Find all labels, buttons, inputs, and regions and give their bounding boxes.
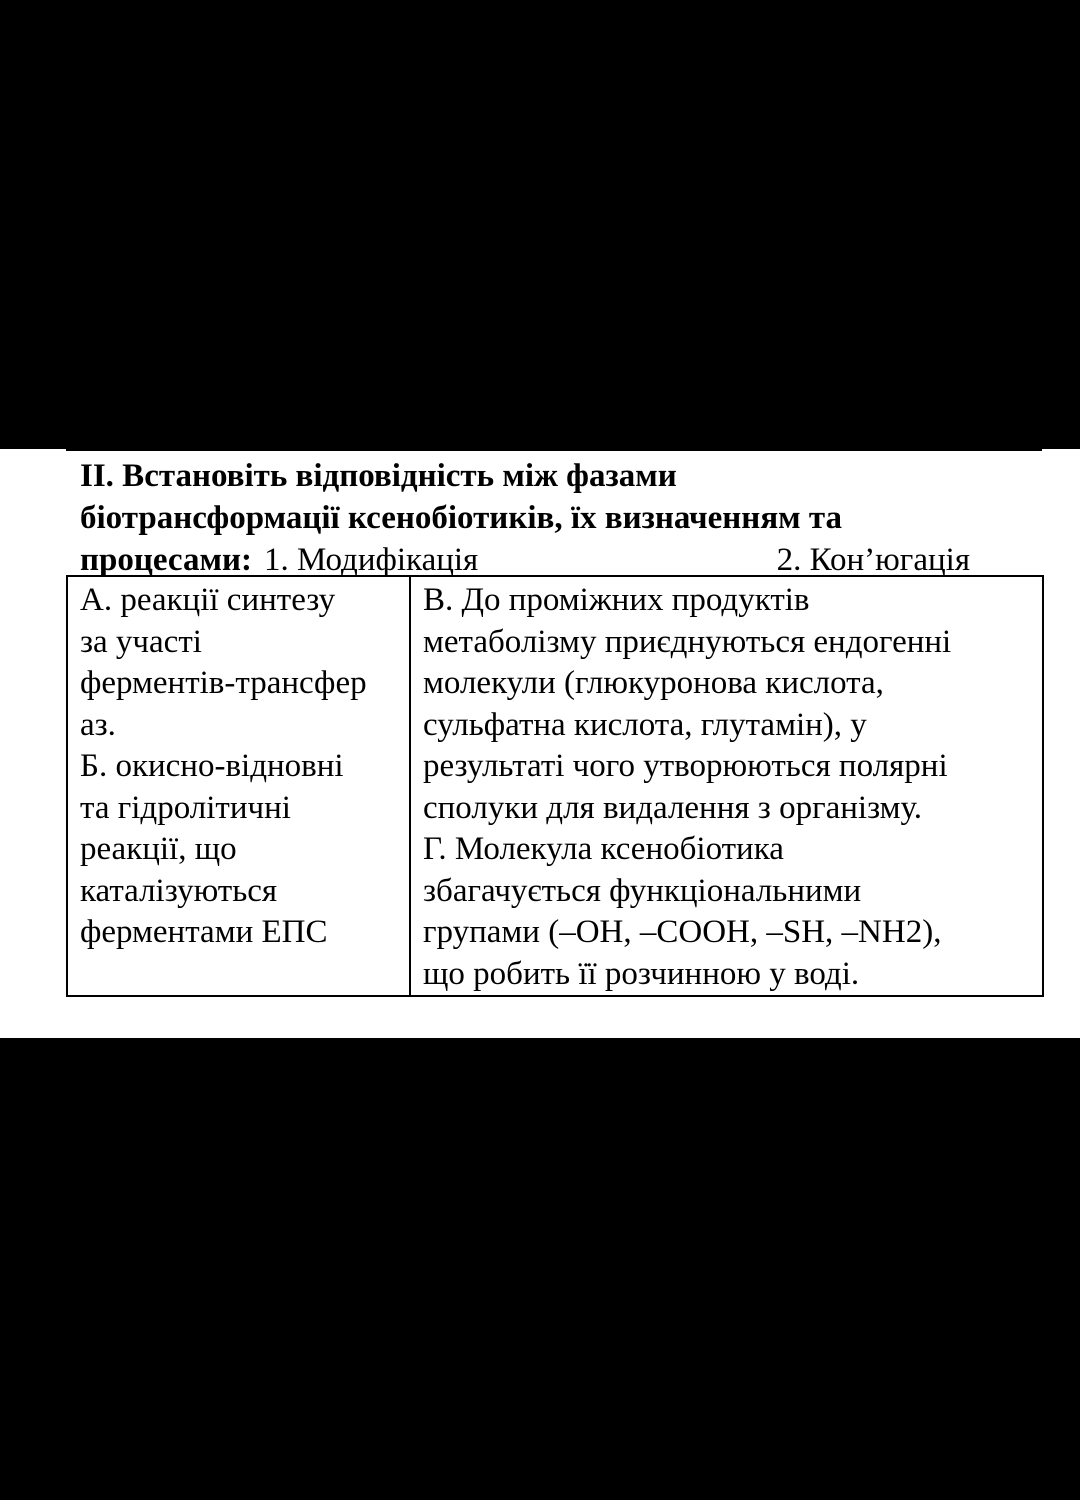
table-line: аз. <box>80 706 116 743</box>
heading-line: процесами: <box>80 542 252 578</box>
table-line: молекули (глюкуронова кислота, <box>423 665 884 701</box>
table-line: каталізуються <box>80 872 278 909</box>
table-line: Б. окисно-відновні <box>80 748 344 784</box>
heading-line: II. Встановіть відповідність між фазами <box>80 458 677 494</box>
left-column-cell <box>67 576 410 996</box>
table-line: ферментами ЕПС <box>80 914 328 950</box>
document-image <box>0 449 1080 1038</box>
table-line: сполуки для видалення з організму. <box>423 789 922 826</box>
table-line: Г. Молекула ксенобіотика <box>423 831 784 867</box>
task-heading <box>80 455 1040 581</box>
table-line: ферментів-трансфер <box>80 665 367 701</box>
table-line: метаболізму приєднуються ендогенні <box>423 623 952 660</box>
phase-2-label: 2. Кон’югація <box>776 542 970 578</box>
table-line: що робить її розчинною у воді. <box>423 955 860 992</box>
phase-1-label: 1. Модифікація <box>263 542 479 578</box>
table-line: збагачується функціональними <box>423 872 862 909</box>
table-line: реакції, що <box>80 831 237 867</box>
table-line: за участі <box>80 623 202 660</box>
table-line: результаті чого утворюються полярні <box>423 748 948 784</box>
table-line: В. До проміжних продуктів <box>423 582 810 618</box>
table-line: сульфатна кислота, глутамін), у <box>423 706 867 743</box>
top-rule <box>66 449 1042 451</box>
matching-table <box>66 575 1044 997</box>
right-column-cell <box>410 576 1043 996</box>
table-line: групами (–ОН, –СООН, –SH, –NH2), <box>423 914 942 950</box>
table-line: А. реакції синтезу <box>80 582 336 618</box>
heading-line: біотрансформації ксенобіотиків, їх визначенням та <box>80 500 843 536</box>
table-line: та гідролітичні <box>80 789 291 826</box>
